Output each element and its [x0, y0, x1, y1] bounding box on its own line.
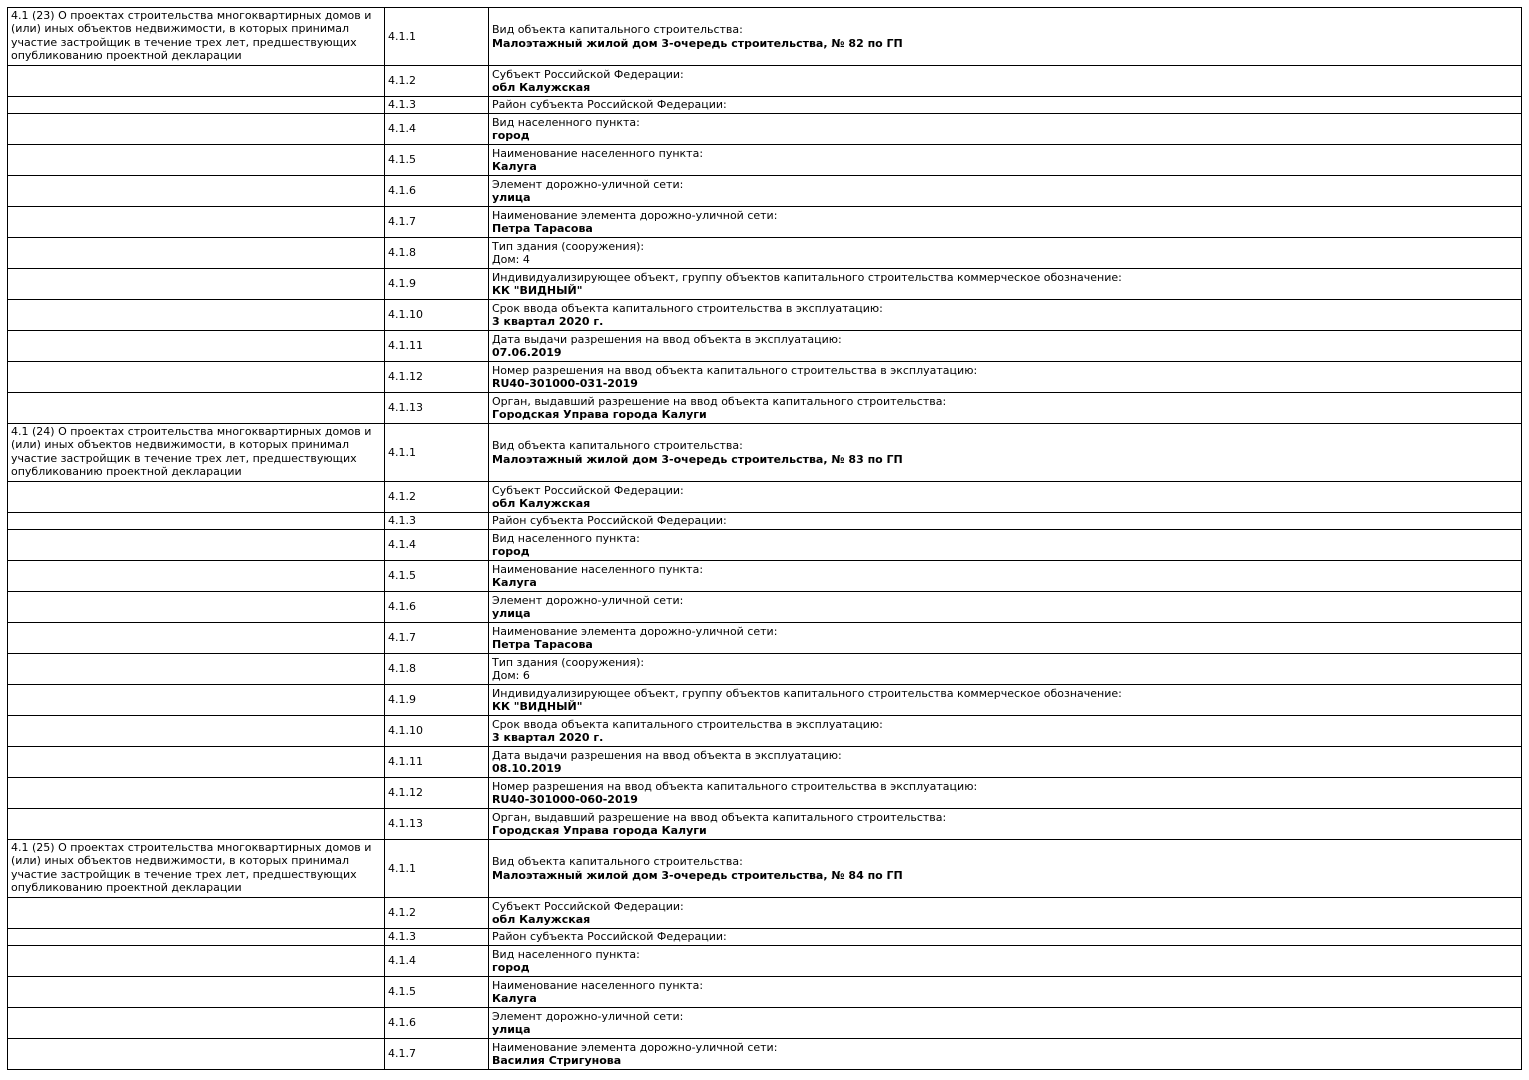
row-number: 4.1.1: [385, 424, 489, 482]
empty-cell: [8, 809, 385, 840]
field-value: Дом: 4: [492, 253, 530, 266]
field-label: Элемент дорожно-уличной сети:: [492, 1009, 684, 1023]
table-row: [8, 66, 1522, 97]
row-content: [489, 623, 1522, 654]
section-description: 4.1 (24) О проектах строительства многоквартирных домов и (или) иных объектов недвижимости, в которых принимал участие застройщик в течение трех лет, предшествующих опубликованию проектной декларации: [8, 424, 385, 482]
table-row: [8, 97, 1522, 114]
field-value: Малоэтажный жилой дом 3-очередь строительства, № 84 по ГП: [492, 868, 903, 882]
field-value: город: [492, 961, 530, 974]
field-label: Вид объекта капитального строительства:: [492, 23, 743, 37]
empty-cell: [8, 530, 385, 561]
row-number: 4.1.10: [385, 300, 489, 331]
empty-cell: [8, 1039, 385, 1070]
row-number: 4.1.12: [385, 362, 489, 393]
empty-cell: [8, 561, 385, 592]
field-value: улица: [492, 191, 531, 204]
section-description: 4.1 (25) О проектах строительства многоквартирных домов и (или) иных объектов недвижимости, в которых принимал участие застройщик в течение трех лет, предшествующих опубликованию проектной декларации: [8, 840, 385, 898]
row-content: [489, 898, 1522, 929]
empty-cell: [8, 300, 385, 331]
field-label: Наименование населенного пункта:: [492, 978, 704, 992]
field-value: 07.06.2019: [492, 346, 562, 359]
empty-cell: [8, 623, 385, 654]
row-number: 4.1.1: [385, 840, 489, 898]
row-number: 4.1.3: [385, 929, 489, 946]
section-description: 4.1 (23) О проектах строительства многоквартирных домов и (или) иных объектов недвижимости, в которых принимал участие застройщик в течение трех лет, предшествующих опубликованию проектной декларации: [8, 8, 385, 66]
empty-cell: [8, 114, 385, 145]
field-value: Малоэтажный жилой дом 3-очередь строительства, № 83 по ГП: [492, 452, 903, 466]
field-value: Городская Управа города Калуги: [492, 408, 707, 421]
row-number: 4.1.8: [385, 654, 489, 685]
table-row: [8, 513, 1522, 530]
table-row: [8, 898, 1522, 929]
table-row: [8, 716, 1522, 747]
field-label: Номер разрешения на ввод объекта капитального строительства в эксплуатацию:: [492, 363, 978, 377]
table-row: [8, 685, 1522, 716]
table-row: [8, 176, 1522, 207]
empty-cell: [8, 269, 385, 300]
field-value: обл Калужская: [492, 913, 591, 926]
field-value: Калуга: [492, 992, 537, 1005]
row-content: [489, 716, 1522, 747]
row-content: [489, 809, 1522, 840]
table-row: [8, 840, 1522, 898]
table-row: [8, 1008, 1522, 1039]
table-row: [8, 424, 1522, 482]
field-label: Срок ввода объекта капитального строительства в эксплуатацию:: [492, 717, 883, 731]
field-label: Дата выдачи разрешения на ввод объекта в эксплуатацию:: [492, 748, 842, 762]
field-value: обл Калужская: [492, 497, 591, 510]
field-value: КК "ВИДНЫЙ": [492, 700, 583, 713]
table-row: [8, 778, 1522, 809]
empty-cell: [8, 654, 385, 685]
field-label: Наименование населенного пункта:: [492, 562, 704, 576]
field-value: улица: [492, 1023, 531, 1036]
empty-cell: [8, 362, 385, 393]
field-label: Дата выдачи разрешения на ввод объекта в эксплуатацию:: [492, 332, 842, 346]
table-row: [8, 809, 1522, 840]
row-content: [489, 1039, 1522, 1070]
table-row: [8, 592, 1522, 623]
table-row: [8, 654, 1522, 685]
field-value: RU40-301000-060-2019: [492, 793, 638, 806]
row-content: [489, 8, 1522, 66]
table-row: [8, 561, 1522, 592]
row-number: 4.1.7: [385, 207, 489, 238]
row-number: 4.1.5: [385, 561, 489, 592]
field-label: Наименование элемента дорожно-уличной сети:: [492, 624, 778, 638]
row-number: 4.1.9: [385, 269, 489, 300]
declaration-table-body: [8, 8, 1522, 1070]
field-label: Район субъекта Российской Федерации:: [492, 98, 727, 112]
field-value: Петра Тарасова: [492, 222, 593, 235]
row-content: [489, 977, 1522, 1008]
empty-cell: [8, 331, 385, 362]
row-number: 4.1.2: [385, 482, 489, 513]
table-row: [8, 362, 1522, 393]
row-content: [489, 300, 1522, 331]
row-content: [489, 393, 1522, 424]
row-content: [489, 530, 1522, 561]
table-row: [8, 300, 1522, 331]
field-label: Элемент дорожно-уличной сети:: [492, 177, 684, 191]
field-label: Субъект Российской Федерации:: [492, 483, 684, 497]
row-number: 4.1.4: [385, 530, 489, 561]
row-number: 4.1.13: [385, 809, 489, 840]
field-value: RU40-301000-031-2019: [492, 377, 638, 390]
empty-cell: [8, 977, 385, 1008]
empty-cell: [8, 778, 385, 809]
field-label: Субъект Российской Федерации:: [492, 899, 684, 913]
table-row: [8, 482, 1522, 513]
row-content: [489, 269, 1522, 300]
row-content: [489, 114, 1522, 145]
row-content: [489, 331, 1522, 362]
row-content: [489, 747, 1522, 778]
empty-cell: [8, 176, 385, 207]
field-label: Вид объекта капитального строительства:: [492, 855, 743, 869]
table-row: [8, 929, 1522, 946]
field-label: Наименование элемента дорожно-уличной сети:: [492, 1040, 778, 1054]
field-value: улица: [492, 607, 531, 620]
field-value: 08.10.2019: [492, 762, 562, 775]
row-content: [489, 929, 1522, 946]
field-label: Тип здания (сооружения):: [492, 239, 645, 253]
table-row: [8, 207, 1522, 238]
row-number: 4.1.1: [385, 8, 489, 66]
row-content: [489, 561, 1522, 592]
row-content: [489, 513, 1522, 530]
row-content: [489, 840, 1522, 898]
field-label: Вид населенного пункта:: [492, 115, 640, 129]
table-row: [8, 114, 1522, 145]
row-number: 4.1.12: [385, 778, 489, 809]
empty-cell: [8, 747, 385, 778]
field-value: 3 квартал 2020 г.: [492, 731, 604, 744]
field-value: Малоэтажный жилой дом 3-очередь строительства, № 82 по ГП: [492, 36, 903, 50]
row-number: 4.1.2: [385, 66, 489, 97]
table-row: [8, 269, 1522, 300]
field-label: Район субъекта Российской Федерации:: [492, 930, 727, 944]
field-label: Наименование населенного пункта:: [492, 146, 704, 160]
row-number: 4.1.6: [385, 1008, 489, 1039]
field-label: Орган, выдавший разрешение на ввод объекта капитального строительства:: [492, 810, 947, 824]
table-row: [8, 393, 1522, 424]
row-content: [489, 207, 1522, 238]
table-row: [8, 1039, 1522, 1070]
field-label: Элемент дорожно-уличной сети:: [492, 593, 684, 607]
row-number: 4.1.5: [385, 977, 489, 1008]
row-content: [489, 778, 1522, 809]
field-value: Дом: 6: [492, 669, 530, 682]
row-number: 4.1.11: [385, 747, 489, 778]
empty-cell: [8, 592, 385, 623]
field-label: Индивидуализирующее объект, группу объектов капитального строительства коммерческое обозначение:: [492, 270, 1122, 284]
row-content: [489, 97, 1522, 114]
table-row: [8, 145, 1522, 176]
row-number: 4.1.8: [385, 238, 489, 269]
row-content: [489, 238, 1522, 269]
row-number: 4.1.4: [385, 946, 489, 977]
row-content: [489, 362, 1522, 393]
field-label: Вид объекта капитального строительства:: [492, 439, 743, 453]
row-content: [489, 654, 1522, 685]
field-label: Вид населенного пункта:: [492, 531, 640, 545]
declaration-table: [7, 7, 1522, 1070]
row-content: [489, 176, 1522, 207]
row-content: [489, 592, 1522, 623]
row-number: 4.1.6: [385, 592, 489, 623]
empty-cell: [8, 685, 385, 716]
field-label: Вид населенного пункта:: [492, 947, 640, 961]
field-value: Василия Стригунова: [492, 1054, 622, 1067]
field-value: Петра Тарасова: [492, 638, 593, 651]
field-label: Индивидуализирующее объект, группу объектов капитального строительства коммерческое обозначение:: [492, 686, 1122, 700]
row-number: 4.1.9: [385, 685, 489, 716]
empty-cell: [8, 716, 385, 747]
table-row: [8, 238, 1522, 269]
row-number: 4.1.4: [385, 114, 489, 145]
row-content: [489, 145, 1522, 176]
empty-cell: [8, 145, 385, 176]
field-label: Наименование элемента дорожно-уличной сети:: [492, 208, 778, 222]
row-number: 4.1.3: [385, 513, 489, 530]
empty-cell: [8, 513, 385, 530]
empty-cell: [8, 1008, 385, 1039]
table-row: [8, 977, 1522, 1008]
row-number: 4.1.6: [385, 176, 489, 207]
empty-cell: [8, 929, 385, 946]
row-content: [489, 946, 1522, 977]
field-label: Район субъекта Российской Федерации:: [492, 514, 727, 528]
field-value: Калуга: [492, 576, 537, 589]
field-label: Орган, выдавший разрешение на ввод объекта капитального строительства:: [492, 394, 947, 408]
field-value: КК "ВИДНЫЙ": [492, 284, 583, 297]
row-number: 4.1.7: [385, 623, 489, 654]
table-row: [8, 530, 1522, 561]
field-value: обл Калужская: [492, 81, 591, 94]
field-label: Субъект Российской Федерации:: [492, 67, 684, 81]
field-value: город: [492, 545, 530, 558]
empty-cell: [8, 207, 385, 238]
field-value: город: [492, 129, 530, 142]
table-row: [8, 747, 1522, 778]
row-number: 4.1.7: [385, 1039, 489, 1070]
field-value: Калуга: [492, 160, 537, 173]
table-row: [8, 331, 1522, 362]
table-row: [8, 623, 1522, 654]
empty-cell: [8, 482, 385, 513]
empty-cell: [8, 393, 385, 424]
field-label: Тип здания (сооружения):: [492, 655, 645, 669]
field-label: Срок ввода объекта капитального строительства в эксплуатацию:: [492, 301, 883, 315]
table-row: [8, 946, 1522, 977]
row-number: 4.1.10: [385, 716, 489, 747]
empty-cell: [8, 946, 385, 977]
row-content: [489, 66, 1522, 97]
row-number: 4.1.3: [385, 97, 489, 114]
table-row: [8, 8, 1522, 66]
row-content: [489, 424, 1522, 482]
row-content: [489, 482, 1522, 513]
row-content: [489, 685, 1522, 716]
empty-cell: [8, 898, 385, 929]
field-value: Городская Управа города Калуги: [492, 824, 707, 837]
row-content: [489, 1008, 1522, 1039]
empty-cell: [8, 66, 385, 97]
row-number: 4.1.11: [385, 331, 489, 362]
row-number: 4.1.2: [385, 898, 489, 929]
row-number: 4.1.13: [385, 393, 489, 424]
field-value: 3 квартал 2020 г.: [492, 315, 604, 328]
empty-cell: [8, 97, 385, 114]
row-number: 4.1.5: [385, 145, 489, 176]
field-label: Номер разрешения на ввод объекта капитального строительства в эксплуатацию:: [492, 779, 978, 793]
empty-cell: [8, 238, 385, 269]
